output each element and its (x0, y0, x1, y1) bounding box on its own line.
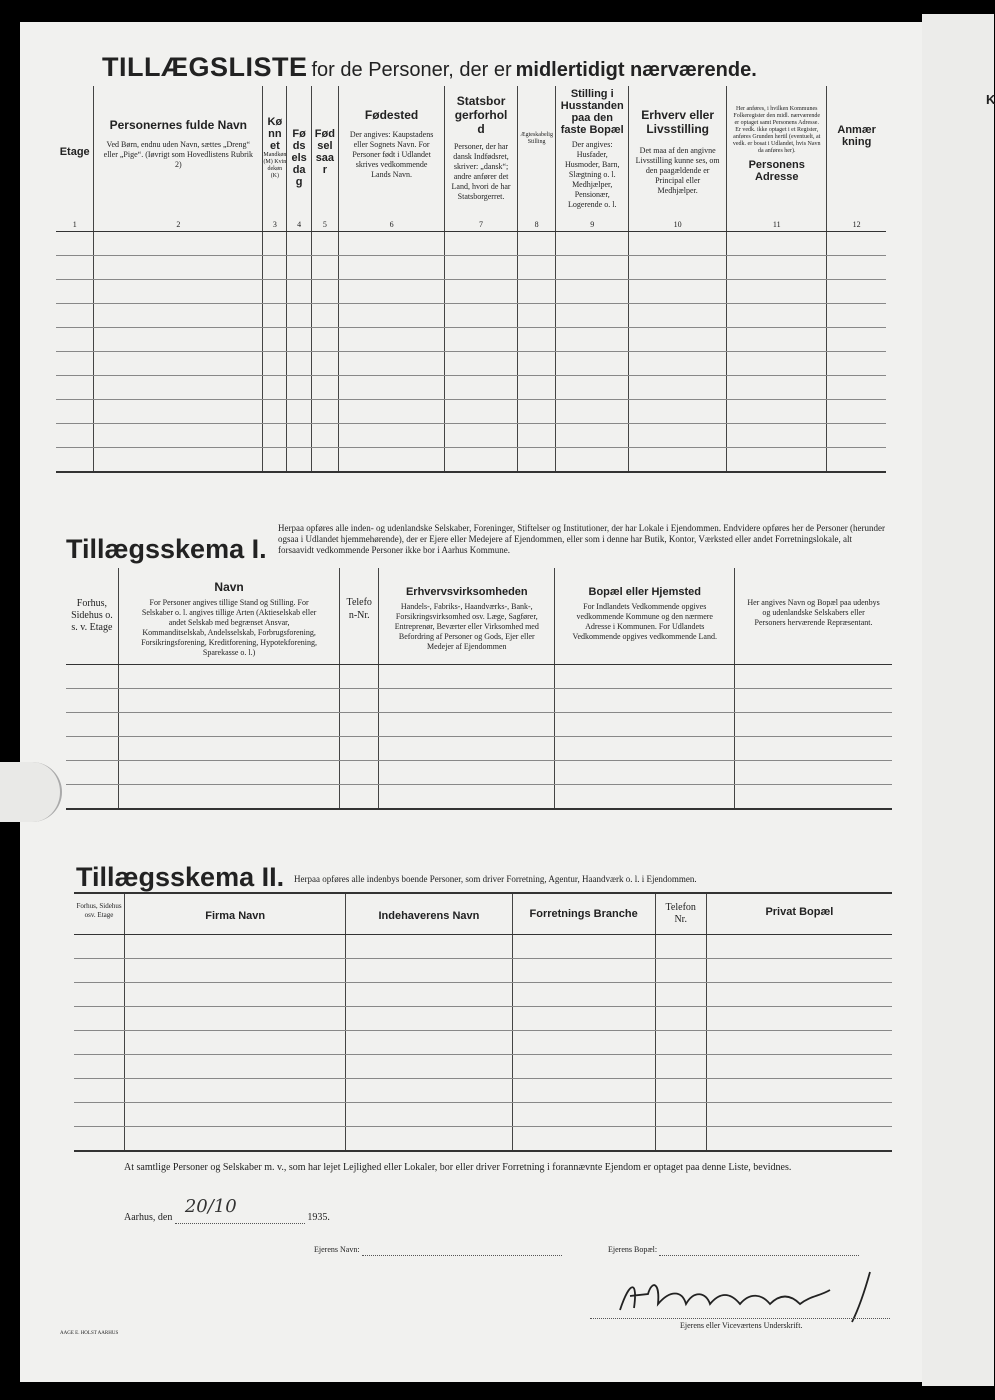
skema1-col-bopael: Bopæl eller Hjemsted For Indlandets Vedkommende opgives vedkommende Kommune og den nærmere Adresse i Kommunen. For Udlandets Vedkommende opgives vedkommende Land. (555, 568, 735, 665)
table-row[interactable] (56, 232, 886, 256)
table-row[interactable] (66, 761, 892, 785)
owner-name-line: Ejerens Navn: (314, 1244, 562, 1256)
date-line (124, 1196, 330, 1224)
adjacent-page-letter: K (986, 92, 995, 107)
table-row[interactable] (66, 665, 892, 689)
skema2-table (74, 892, 892, 1152)
table-row[interactable] (74, 1007, 892, 1031)
table-row[interactable] (56, 376, 886, 400)
table-row[interactable] (56, 400, 886, 424)
table-row[interactable] (74, 983, 892, 1007)
skema1-col-etage: Forhus, Sidehus o. s. v. Etage (66, 568, 118, 665)
title-bold: TILLÆGSLISTE (102, 52, 308, 82)
form-page (20, 22, 922, 1382)
col-statsborgerforhold: Statsborgerforhold Personer, der har dansk Indfødsret, skriver: „dansk“; andre anfører det Land, hvori de har Statsborgerret. 7 (445, 86, 518, 232)
skema1-title: Tillægsskema I. (66, 534, 267, 564)
adjacent-page (922, 14, 994, 1386)
table-row[interactable] (74, 935, 892, 959)
skema1-col-telefon: Telefon-Nr. (340, 568, 379, 665)
col-etage: Etage 1 (56, 86, 94, 232)
table-row[interactable] (74, 959, 892, 983)
col-stilling: Stilling i Husstanden paa den faste Bopæl Der angives: Husfader, Husmoder, Barn, Slægtning o. l. Medhjælper, Pensionær, Logerende o. l. 9 (556, 86, 629, 232)
skema1-intro: Herpaa opføres alle inden- og udenlandske Selskaber, Foreninger, Stiftelser og Institutioner, der har Lokale i Ejendommen. Endvidere opføres her de Personer (herunder ogsaa i Udlandet hjemmehørende), der er Ejere eller Medejere af Ejendommen, eller som i denne har Butik, Kontor, Værksted eller andet Forretningslokale, alt forsaavidt vedkommende Personer ikke bor i Aarhus Kommune. (278, 523, 885, 555)
binder-clip (0, 762, 62, 822)
col-aegteskabelig: Ægteskabelig Stilling 8 (517, 86, 555, 232)
col-navn: Personernes fulde Navn Ved Børn, endnu uden Navn, sættes „Dreng“ eller „Pige“. (Iøvrigt som Hovedlistens Rubrik 2) 2 (94, 86, 263, 232)
col-anmaerkning: Anmærkning 12 (827, 86, 886, 232)
skema2-col-firma: Firma Navn (125, 893, 346, 935)
handwritten-date: 20/10 (184, 1196, 237, 1217)
owner-address-line: Ejerens Bopæl: (608, 1244, 859, 1256)
skema1-col-erhverv: Erhvervsvirksomheden Handels-, Fabriks-, Haandværks-, Bank-, Forsikringsvirksomhed osv. Læge, Sagfører, Entreprenør, Beværter eller Virksomhed med Befordring af Personer og Gods, Ejer eller Medejer af Ejendommen (379, 568, 555, 665)
table-row[interactable] (56, 280, 886, 304)
place-label: Aarhus, den (124, 1212, 173, 1223)
skema1-col-navn: Navn For Personer angives tillige Stand og Stilling. For Selskaber o. l. angives tillige Arten (Aktieselskab eller andet Selskab med begrænset Ansvar, Kommanditselskab, Andelsselskab, Forbrugsforening, Forsikringsforening, Kreditforening, Hypotekforening, Sparekasse o. l.) (118, 568, 340, 665)
main-table-header (56, 86, 886, 232)
signature-label: Ejerens eller Viceværtens Underskrift. (680, 1321, 803, 1330)
skema1-table (66, 568, 892, 810)
table-row[interactable] (66, 737, 892, 761)
table-row[interactable] (66, 785, 892, 810)
skema2-col-bopael: Privat Bopæl (706, 893, 892, 935)
table-row[interactable] (56, 256, 886, 280)
skema2-col-indehaver: Indehaverens Navn (346, 893, 512, 935)
skema2-col-etage: Forhus, Sidehus osv. Etage (74, 893, 125, 935)
table-row[interactable] (74, 1055, 892, 1079)
date-field[interactable] (175, 1196, 305, 1224)
owner-name-field[interactable] (362, 1244, 562, 1256)
table-row[interactable] (74, 1127, 892, 1152)
col-foedselsdag: Fødselsdag 4 (287, 86, 311, 232)
year-label: 1935. (307, 1212, 330, 1223)
table-row[interactable] (66, 713, 892, 737)
table-row[interactable] (66, 689, 892, 713)
signature-line (590, 1318, 890, 1319)
skema2-title: Tillægsskema II. (76, 862, 285, 892)
printer-mark: AAGE E. HOLST AARHUS (60, 1331, 119, 1336)
table-row[interactable] (56, 328, 886, 352)
skema1-col-repraesentant: Her angives Navn og Bopæl paa udenbys og udenlandske Selskabers eller Personers herværende Repræsentant. (735, 568, 892, 665)
declaration-text: At samtlige Personer og Selskaber m. v., som har lejet Lejlighed eller Lokaler, bor eller driver Forretning i forannævnte Ejendom er optaget paa denne Liste, bevidnes. (124, 1162, 792, 1173)
col-koennet: Kønnet Mandkøn (M) Kvindekøn (K) 3 (263, 86, 287, 232)
table-row[interactable] (56, 424, 886, 448)
page-title (102, 52, 757, 83)
table-row[interactable] (74, 1103, 892, 1127)
skema2-intro: Herpaa opføres alle indenbys boende Personer, som driver Forretning, Agentur, Haandværk o. l. i Ejendommen. (294, 874, 697, 884)
col-adresse: Her anføres, i hvilken Kommunes Folkeregister den midl. nærværende er optaget samt Personens Adresse. Er vedk. ikke optaget i et Register, anføres Grunden hertil (eventuelt, at vedk. er bosat i Udlandet, hvis Navn da anføres her). Personens Adresse 11 (727, 86, 827, 232)
owner-address-field[interactable] (659, 1244, 859, 1256)
table-row[interactable] (74, 1031, 892, 1055)
col-foedested: Fødested Der angives: Kaupstadens eller Sognets Navn. For Personer født i Udlandet skrives vedkommende Lands Navn. 6 (339, 86, 445, 232)
table-row[interactable] (74, 1079, 892, 1103)
table-row[interactable] (56, 448, 886, 473)
table-row[interactable] (56, 304, 886, 328)
skema2-col-branche: Forretnings Branche (512, 893, 655, 935)
title-rest: for de Personer, der er (311, 59, 512, 81)
skema2-col-telefon: Telefon Nr. (655, 893, 706, 935)
main-table (56, 86, 886, 473)
title-end: midlertidigt nærværende. (515, 59, 757, 81)
col-erhverv: Erhverv eller Livsstilling Det maa af den angivne Livsstilling kunne ses, om den paagældende er Principal eller Medhjælper. 10 (629, 86, 727, 232)
table-row[interactable] (56, 352, 886, 376)
col-foedselsaar: Fødselsaar 5 (311, 86, 338, 232)
